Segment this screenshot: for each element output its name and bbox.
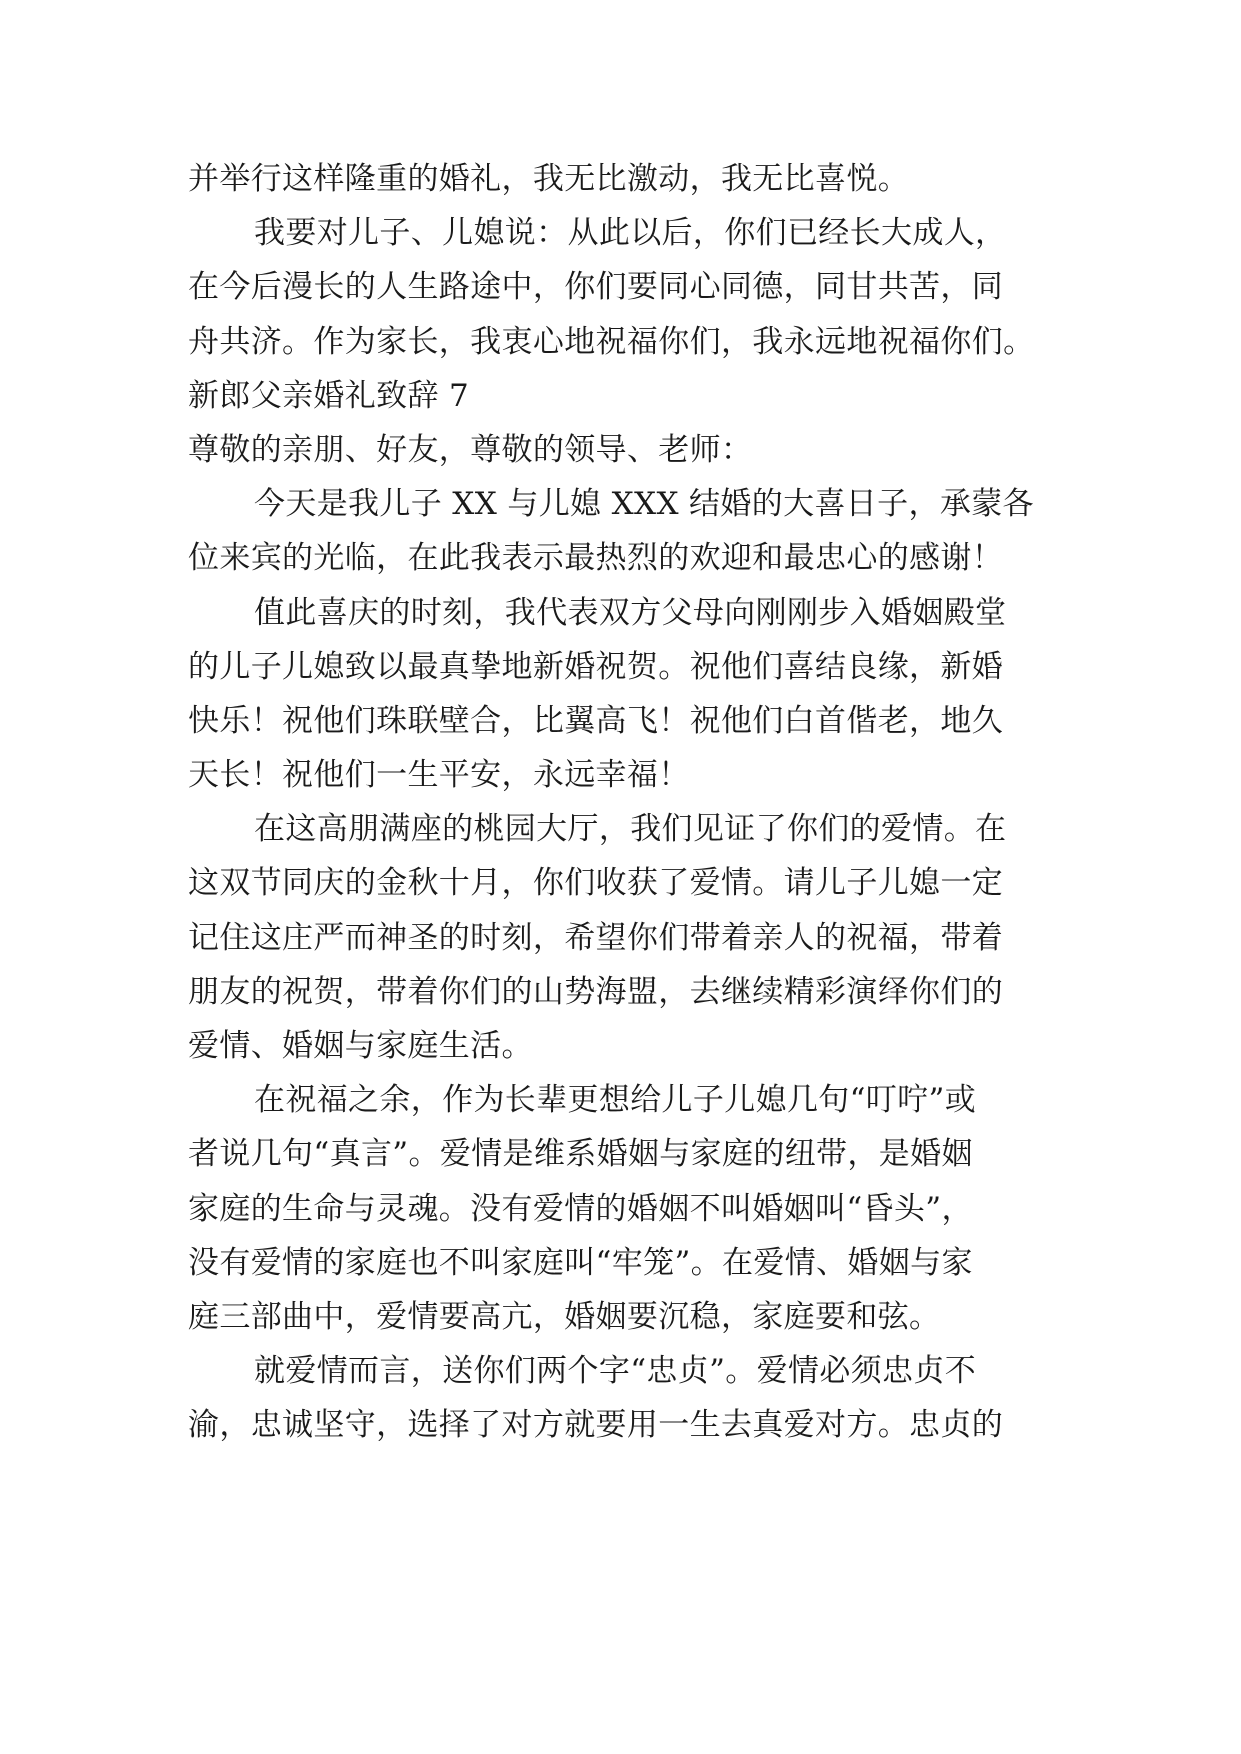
text-line: 天长！祝他们一生平安，永远幸福！ bbox=[188, 757, 690, 794]
text-line: 就爱情而言，送你们两个字“忠贞”。爱情必须忠贞不 bbox=[254, 1353, 977, 1390]
text-line: 者说几句“真言”。爱情是维系婚姻与家庭的纽带，是婚姻 bbox=[188, 1136, 973, 1173]
text-line: 家庭的生命与灵魂。没有爱情的婚姻不叫婚姻叫“昏头”， bbox=[188, 1190, 973, 1227]
text-line: 爱情、婚姻与家庭生活。 bbox=[188, 1028, 533, 1064]
text-line: 庭三部曲中，爱情要高亢，婚姻要沉稳，家庭要和弦。 bbox=[188, 1298, 941, 1335]
text-line: 值此喜庆的时刻，我代表双方父母向刚刚步入婚姻殿堂 bbox=[254, 594, 1007, 631]
salutation-line: 尊敬的亲朋、好友，尊敬的领导、老师： bbox=[188, 431, 753, 468]
text-line: 朋友的祝贺，带着你们的山势海盟，去继续精彩演绎你们的 bbox=[188, 973, 1004, 1010]
text-line: 在祝福之余，作为长辈更想给儿子儿媳几句“叮咛”或 bbox=[254, 1082, 977, 1119]
text-line: 这双节同庆的金秋十月，你们收获了爱情。请儿子儿媳一定 bbox=[188, 865, 1004, 902]
text-line: 舟共济。作为家长，我衷心地祝福你们，我永远地祝福你们。 bbox=[188, 323, 1035, 360]
text-line: 在这高朋满座的桃园大厅，我们见证了你们的爱情。在 bbox=[254, 811, 1007, 848]
text-line: 的儿子儿媳致以最真挚地新婚祝贺。祝他们喜结良缘，新婚 bbox=[188, 648, 1004, 685]
document-body bbox=[188, 152, 1068, 1453]
text-line: 位来宾的光临，在此我表示最热烈的欢迎和最忠心的感谢！ bbox=[188, 540, 1004, 577]
text-line: 在今后漫长的人生路途中，你们要同心同德，同甘共苦，同 bbox=[188, 269, 1004, 306]
text-line: 没有爱情的家庭也不叫家庭叫“牢笼”。在爱情、婚姻与家 bbox=[188, 1244, 973, 1281]
text-line: 记住这庄严而神圣的时刻，希望你们带着亲人的祝福，带着 bbox=[188, 919, 1004, 956]
text-line: 我要对儿子、儿媳说：从此以后，你们已经长大成人， bbox=[254, 215, 1007, 252]
text-line: 今天是我儿子 XX 与儿媳 XXX 结婚的大喜日子，承蒙各 bbox=[254, 486, 1034, 523]
text-line: 快乐！祝他们珠联壁合，比翼高飞！祝他们白首偕老，地久 bbox=[188, 702, 1004, 739]
text-line: 渝，忠诚坚守，选择了对方就要用一生去真爱对方。忠贞的 bbox=[188, 1407, 1004, 1444]
section-heading: 新郎父亲婚礼致辞 7 bbox=[188, 377, 470, 414]
text-line: 并举行这样隆重的婚礼，我无比激动，我无比喜悦。 bbox=[188, 161, 910, 197]
